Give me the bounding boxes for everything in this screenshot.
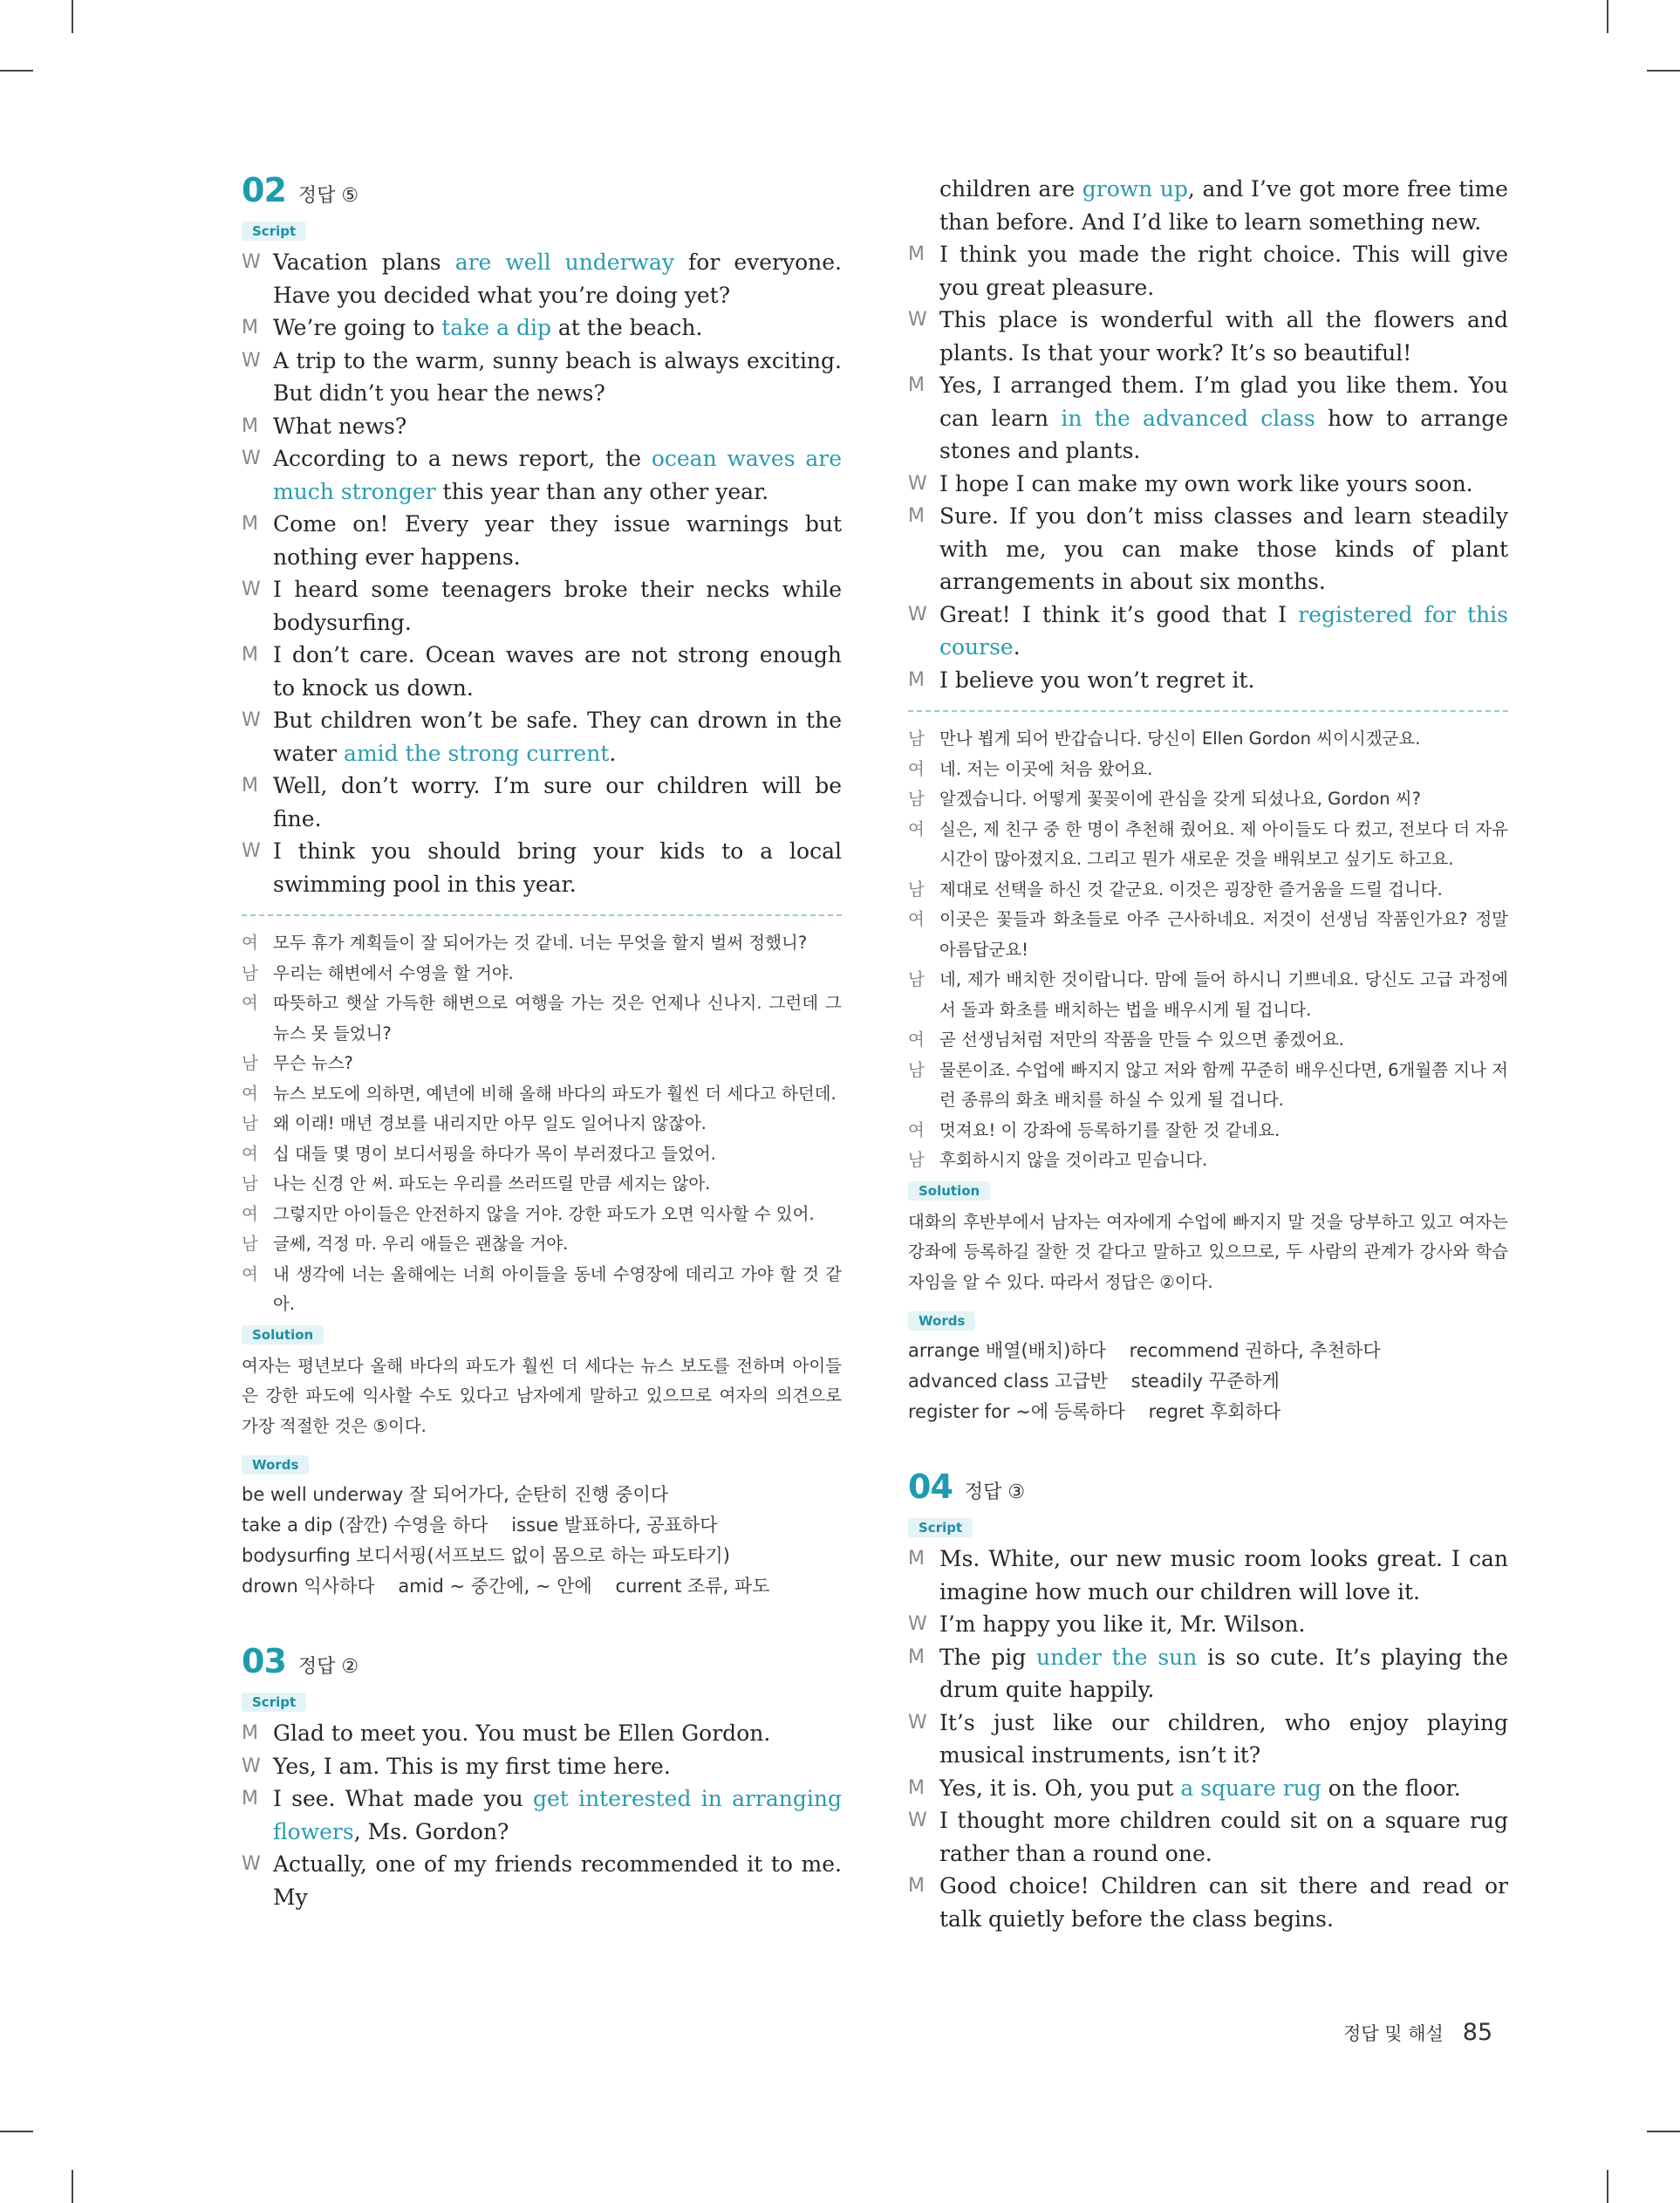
speaker-label: 남: [242, 1113, 258, 1133]
q03-script-continued: [908, 173, 1508, 696]
script-tag: Script: [242, 1693, 306, 1712]
speaker-label: M: [908, 1548, 925, 1570]
speaker-label: W: [908, 472, 927, 495]
text-segment: I think you made the right choice. This will give you great pleasure.: [939, 242, 1508, 300]
speaker-label: W: [242, 1853, 261, 1875]
vocab-line: drown 익사하다 amid ~ 중간에, ~ 안에 current 조류, 파도: [242, 1576, 770, 1597]
speaker-label: M: [242, 644, 258, 666]
translation-line: [908, 755, 1508, 785]
speaker-label: 여: [242, 1143, 258, 1164]
translation-line: [242, 1139, 842, 1170]
vocab-line: arrange 배열(배치)하다 recommend 권하다, 추천하다: [908, 1340, 1381, 1361]
text-segment: What news?: [273, 413, 407, 439]
dialog-text: [273, 770, 842, 835]
q02-script: [242, 246, 842, 900]
text-segment: Great! I think it’s good that I: [939, 601, 1299, 627]
highlighted-phrase: take a dip: [441, 315, 551, 340]
dialog-text: [273, 246, 842, 311]
highlighted-phrase: ocean waves are much stronger: [273, 446, 842, 504]
text-segment: is so cute. It’s playing the drum quite happily.: [939, 1644, 1508, 1702]
speaker-label: 남: [908, 969, 925, 989]
speaker-label: M: [908, 1875, 925, 1897]
text-segment: Yes, it is. Oh, you put: [939, 1775, 1181, 1801]
text-segment: Sure. If you don’t miss classes and learn steadily with me, you can make those kinds of plant arrangements in about six months.: [939, 503, 1508, 594]
crop-mark: [1647, 2131, 1680, 2132]
solution-tag: Solution: [242, 1325, 324, 1344]
question-03-header: [242, 1642, 842, 1680]
translation-text: 후회하시지 않을 것이라고 믿습니다.: [939, 1150, 1208, 1170]
dialog-line: [908, 304, 1508, 369]
speaker-label: M: [908, 374, 925, 396]
speaker-label: M: [242, 1722, 258, 1744]
crop-mark: [1607, 0, 1608, 33]
solution-text: 여자는 평년보다 올해 바다의 파도가 훨씬 더 세다는 뉴스 보도를 전하며 아이들은 강한 파도에 익사할 수도 있다고 남자에게 말하고 있으므로 여자의 의견으로 가장 적절한 것은 ⑤이다.: [242, 1355, 842, 1436]
text-segment: We’re going to: [273, 315, 442, 340]
text-segment: Actually, one of my friends recommended it to me. My: [273, 1851, 842, 1910]
translation-line: [242, 1229, 842, 1260]
footer-title: 정답 및 해설: [1343, 2023, 1444, 2044]
translation-line: [908, 965, 1508, 1025]
highlighted-phrase: get interested in arranging flowers: [273, 1786, 842, 1844]
vocab-line: register for ~에 등록하다 regret 후회하다: [908, 1401, 1281, 1422]
text-segment: how to arrange stones and plants.: [939, 405, 1508, 463]
speaker-label: [908, 173, 939, 238]
dialog-text: [939, 1608, 1508, 1641]
q03-korean: [908, 724, 1508, 1176]
dialog-line: [908, 1608, 1508, 1641]
crop-mark: [72, 2170, 73, 2203]
crop-mark: [72, 0, 73, 33]
speaker-label: 여: [908, 1030, 925, 1050]
dialog-text: [939, 1641, 1508, 1707]
translation-text: 그렇지만 아이들은 안전하지 않을 거야. 강한 파도가 오면 익사할 수 있어.: [273, 1203, 815, 1224]
speaker-label: M: [908, 668, 925, 691]
translation-text: 내 생각에 너는 올해에는 너희 아이들을 동네 수영장에 데리고 가야 할 것 같아.: [273, 1263, 842, 1314]
translation-text: 만나 뵙게 되어 반갑습니다. 당신이 Ellen Gordon 씨이시겠군요.: [939, 729, 1421, 749]
script-tag: Script: [242, 222, 306, 241]
dialog-text: [273, 704, 842, 770]
page-number: 85: [1462, 2019, 1493, 2046]
text-segment: The pig: [939, 1644, 1036, 1670]
translation-line: [242, 1200, 842, 1230]
solution-tag: Solution: [908, 1181, 990, 1201]
text-segment: for everyone. Have you decided what you’re doing yet?: [273, 250, 842, 308]
text-segment: Ms. White, our new music room looks great. I can imagine how much our children will love it.: [939, 1546, 1508, 1604]
speaker-label: W: [908, 1711, 927, 1734]
translation-line: [908, 815, 1508, 875]
speaker-label: M: [908, 1645, 925, 1668]
speaker-label: M: [242, 775, 258, 797]
vocab-line: bodysurfing 보디서핑(서프보드 없이 몸으로 하는 파도타기): [242, 1545, 730, 1566]
text-segment: .: [1013, 634, 1021, 660]
dialog-line: [242, 1750, 842, 1783]
text-segment: children are: [939, 176, 1082, 202]
dialog-text: [939, 1543, 1508, 1608]
crop-mark: [0, 2131, 33, 2132]
dialog-line: [242, 573, 842, 639]
dialog-text: [939, 1707, 1508, 1772]
dialog-line: [908, 238, 1508, 304]
speaker-label: W: [908, 603, 927, 626]
speaker-label: M: [908, 505, 925, 527]
text-segment: I don’t care. Ocean waves are not strong enough to knock us down.: [273, 642, 842, 701]
text-segment: Good choice! Children can sit there and read or talk quietly before the class begins.: [939, 1873, 1508, 1932]
dialog-text: [939, 664, 1508, 697]
translation-line: [242, 928, 842, 959]
dialog-text: [273, 410, 842, 443]
text-segment: this year than any other year.: [435, 478, 769, 504]
dialog-line: [242, 704, 842, 770]
dialog-text: [939, 1772, 1508, 1805]
dialog-line: [908, 1804, 1508, 1870]
speaker-label: M: [242, 414, 258, 437]
speaker-label: M: [242, 317, 258, 339]
text-segment: But children won’t be safe. They can drown in the water: [273, 708, 842, 766]
dialog-line: [908, 664, 1508, 697]
speaker-label: M: [242, 513, 258, 535]
text-segment: I heard some teenagers broke their necks while bodysurfing.: [273, 577, 842, 635]
translation-text: 왜 이래! 매년 경보를 내리지만 아무 일도 일어나지 않잖아.: [273, 1113, 707, 1133]
translation-line: [242, 1079, 842, 1110]
crop-mark: [1607, 2170, 1608, 2203]
highlighted-phrase: registered for this course: [939, 601, 1508, 660]
speaker-label: 여: [242, 1263, 258, 1284]
answer-label: 정답 ⑤: [297, 185, 359, 207]
translation-text: 실은, 제 친구 중 한 명이 추천해 줬어요. 제 아이들도 다 컸고, 전보다 더 자유 시간이 많아졌지요. 그리고 뭔가 새로운 것을 배워보고 싶기도 하고요.: [939, 818, 1508, 869]
translation-line: [242, 1109, 842, 1139]
speaker-label: M: [908, 243, 925, 265]
dialog-line: [242, 639, 842, 704]
translation-text: 무슨 뉴스?: [273, 1053, 353, 1073]
translation-line: [908, 1056, 1508, 1116]
speaker-label: W: [242, 349, 261, 372]
speaker-label: 남: [908, 729, 925, 749]
speaker-label: 여: [242, 993, 258, 1013]
translation-line: [908, 1025, 1508, 1056]
text-segment: Well, don’t worry. I’m sure our children will be fine.: [273, 773, 842, 831]
question-number: 02: [242, 171, 286, 209]
dialog-text: [939, 1804, 1508, 1870]
dialog-text: [273, 1782, 842, 1848]
translation-line: [908, 724, 1508, 755]
dialog-text: [939, 369, 1508, 468]
question-number: 04: [908, 1468, 953, 1506]
translation-text: 우리는 해변에서 수영을 할 거야.: [273, 962, 514, 983]
q02-korean: [242, 928, 842, 1320]
highlighted-phrase: a square rug: [1180, 1775, 1321, 1801]
dialog-line: [908, 369, 1508, 468]
translation-line: [242, 1169, 842, 1200]
text-segment: Yes, I am. This is my first time here.: [273, 1753, 671, 1779]
text-segment: .: [609, 740, 617, 766]
text-segment: at the beach.: [550, 315, 703, 340]
dialog-line: [242, 410, 842, 443]
text-segment: This place is wonderful with all the flowers and plants. Is that your work? It’s so beautiful!: [939, 307, 1508, 366]
translation-text: 이곳은 꽃들과 화초들로 아주 근사하네요. 저것이 선생님 작품인가요? 정말 아름답군요!: [939, 909, 1508, 960]
text-segment: I’m happy you like it, Mr. Wilson.: [939, 1611, 1306, 1637]
dialog-text: [273, 1750, 842, 1783]
page-footer: [1343, 2019, 1492, 2046]
dialog-line: [242, 311, 842, 345]
speaker-label: 여: [908, 1119, 925, 1140]
dialog-line: [242, 1848, 842, 1913]
speaker-label: 여: [908, 909, 925, 929]
speaker-label: 남: [908, 1059, 925, 1080]
question-04-header: [908, 1468, 1508, 1506]
speaker-label: W: [242, 1755, 261, 1777]
speaker-label: M: [242, 1788, 258, 1810]
vocab-line: advanced class 고급반 steadily 꾸준하게: [908, 1371, 1280, 1392]
speaker-label: 남: [908, 879, 925, 900]
text-segment: Come on! Every year they issue warnings but nothing ever happens.: [273, 511, 842, 570]
dialog-text: [273, 573, 842, 639]
speaker-label: 여: [908, 758, 925, 779]
translation-text: 글쎄, 걱정 마. 우리 애들은 괜찮을 거야.: [273, 1234, 569, 1254]
words-tag: Words: [908, 1311, 975, 1331]
dialog-line: [242, 835, 842, 900]
highlighted-phrase: under the sun: [1036, 1644, 1198, 1670]
text-segment: A trip to the warm, sunny beach is always exciting. But didn’t you hear the news?: [273, 347, 842, 406]
translation-line: [908, 1146, 1508, 1176]
speaker-label: W: [242, 709, 261, 731]
translation-text: 네, 제가 배치한 것이랍니다. 맘에 들어 하시니 기쁘네요. 당신도 고급 과정에서 돌과 화초를 배치하는 법을 배우시게 될 겁니다.: [939, 969, 1508, 1020]
dashed-divider: [908, 710, 1508, 712]
translation-text: 멋져요! 이 강좌에 등록하기를 잘한 것 같네요.: [939, 1119, 1280, 1140]
dialog-line: [242, 1717, 842, 1750]
dialog-line: [908, 1772, 1508, 1805]
solution-text: 대화의 후반부에서 남자는 여자에게 수업에 빠지지 말 것을 당부하고 있고 여자는 강좌에 등록하길 잘한 것 같다고 말하고 있으므로, 두 사람의 관계가 강사와 학습자임을 알 수 있다. 따라서 정답은 ②이다.: [908, 1211, 1508, 1292]
text-segment: Yes, I arranged them. I’m glad you like them. You can learn: [939, 373, 1508, 431]
dialog-text: [939, 1870, 1508, 1935]
q04-script: [908, 1543, 1508, 1935]
speaker-label: W: [908, 1810, 927, 1831]
dialog-line: [242, 345, 842, 410]
dialog-line: [242, 508, 842, 573]
dialog-text: [273, 835, 842, 900]
speaker-label: W: [242, 448, 261, 469]
dialog-line: [242, 442, 842, 508]
speaker-label: W: [242, 251, 261, 273]
dialog-line: [242, 246, 842, 311]
translation-line: [242, 989, 842, 1049]
speaker-label: 여: [242, 933, 258, 953]
highlighted-phrase: amid the strong current: [344, 740, 610, 766]
dialog-text: [939, 500, 1508, 599]
speaker-label: 여: [242, 1203, 258, 1224]
dashed-divider: [242, 914, 842, 916]
vocab-line: take a dip (잠깐) 수영을 하다 issue 발표하다, 공표하다: [242, 1515, 718, 1536]
dialog-text: [939, 238, 1508, 304]
dialog-text: [273, 508, 842, 573]
script-tag: Script: [908, 1518, 973, 1537]
translation-line: [908, 1116, 1508, 1146]
q02-words: [242, 1480, 842, 1602]
dialog-line: [242, 1782, 842, 1848]
dialog-line: [908, 1707, 1508, 1772]
speaker-label: W: [908, 1613, 927, 1635]
speaker-label: 남: [908, 1150, 925, 1170]
translation-text: 모두 휴가 계획들이 잘 되어가는 것 같네. 너는 무엇을 할지 벌써 정했니?: [273, 933, 808, 953]
speaker-label: W: [242, 840, 261, 862]
words-tag: Words: [242, 1455, 309, 1474]
q03-script: [242, 1717, 842, 1913]
speaker-label: 남: [908, 789, 925, 809]
translation-text: 곧 선생님처럼 저만의 작품을 만들 수 있으면 좋겠어요.: [939, 1030, 1345, 1050]
dialog-line: [908, 599, 1508, 664]
text-segment: It’s just like our children, who enjoy playing musical instruments, isn’t it?: [939, 1709, 1508, 1768]
speaker-label: W: [908, 309, 927, 331]
dialog-text: [273, 442, 842, 508]
speaker-label: 여: [242, 1083, 258, 1104]
dialog-line: [908, 1870, 1508, 1935]
dialog-line: [908, 500, 1508, 599]
text-segment: According to a news report, the: [273, 446, 652, 471]
text-segment: Glad to meet you. You must be Ellen Gordon.: [273, 1721, 771, 1746]
text-segment: I believe you won’t regret it.: [939, 667, 1255, 693]
dialog-text: [939, 173, 1508, 238]
translation-line: [908, 784, 1508, 815]
crop-mark: [1647, 70, 1680, 72]
right-column: [908, 173, 1508, 1935]
dialog-line: [908, 173, 1508, 238]
speaker-label: M: [908, 1776, 925, 1799]
question-number: 03: [242, 1642, 286, 1680]
translation-line: [908, 875, 1508, 906]
crop-mark: [0, 70, 33, 72]
text-segment: I see. What made you: [273, 1786, 533, 1811]
dialog-line: [908, 468, 1508, 501]
text-segment: Vacation plans: [273, 250, 455, 275]
translation-text: 뉴스 보도에 의하면, 예년에 비해 올해 바다의 파도가 훨씬 더 세다고 하던데.: [273, 1083, 837, 1104]
speaker-label: 남: [242, 1053, 258, 1073]
answer-label: 정답 ③: [964, 1481, 1026, 1503]
translation-line: [242, 959, 842, 989]
left-column: [242, 171, 842, 1913]
highlighted-phrase: grown up: [1082, 176, 1188, 202]
text-segment: on the floor.: [1321, 1775, 1461, 1801]
dialog-text: [273, 345, 842, 410]
speaker-label: 남: [242, 962, 258, 983]
text-segment: I hope I can make my own work like yours soon.: [939, 470, 1473, 496]
vocab-line: be well underway 잘 되어가다, 순탄히 진행 중이다: [242, 1484, 669, 1505]
dialog-text: [939, 599, 1508, 664]
text-segment: I thought more children could sit on a square rug rather than a round one.: [939, 1808, 1508, 1866]
translation-text: 제대로 선택을 하신 것 같군요. 이것은 굉장한 즐거움을 드릴 겁니다.: [939, 879, 1443, 900]
text-segment: , Ms. Gordon?: [353, 1818, 509, 1844]
translation-text: 십 대들 몇 명이 보디서핑을 하다가 목이 부러졌다고 들었어.: [273, 1143, 716, 1164]
highlighted-phrase: in the advanced class: [1061, 405, 1315, 431]
translation-text: 네. 저는 이곳에 처음 왔어요.: [939, 758, 1153, 779]
speaker-label: 여: [908, 818, 925, 839]
translation-text: 알겠습니다. 어떻게 꽃꽂이에 관심을 갖게 되셨나요, Gordon 씨?: [939, 789, 1421, 809]
speaker-label: 남: [242, 1234, 258, 1254]
answer-label: 정답 ②: [297, 1656, 359, 1678]
dialog-text: [273, 1717, 842, 1750]
translation-line: [242, 1049, 842, 1079]
translation-line: [908, 905, 1508, 965]
dialog-line: [908, 1543, 1508, 1608]
dialog-line: [242, 770, 842, 835]
text-segment: I think you should bring your kids to a local swimming pool in this year.: [273, 838, 842, 897]
q03-words: [908, 1336, 1508, 1427]
question-02-header: [242, 171, 842, 209]
translation-text: 물론이죠. 수업에 빠지지 않고 저와 함께 꾸준히 배우신다면, 6개월쯤 지나 저런 종류의 화초 배치를 하실 수 있게 될 겁니다.: [939, 1059, 1508, 1110]
translation-line: [242, 1260, 842, 1320]
dialog-text: [273, 639, 842, 704]
translation-text: 따뜻하고 햇살 가득한 해변으로 여행을 가는 것은 언제나 신나지. 그런데 그 뉴스 못 들었니?: [273, 993, 842, 1043]
dialog-line: [908, 1641, 1508, 1707]
dialog-text: [273, 1848, 842, 1913]
translation-text: 나는 신경 안 써. 파도는 우리를 쓰러뜨릴 만큼 세지는 않아.: [273, 1173, 711, 1194]
dialog-text: [939, 304, 1508, 369]
speaker-label: W: [242, 578, 261, 600]
dialog-text: [939, 468, 1508, 501]
dialog-text: [273, 311, 842, 345]
text-segment: , and I’ve got more free time than before. And I’d like to learn something new.: [939, 176, 1508, 235]
highlighted-phrase: are well underway: [454, 250, 674, 275]
speaker-label: 남: [242, 1173, 258, 1194]
